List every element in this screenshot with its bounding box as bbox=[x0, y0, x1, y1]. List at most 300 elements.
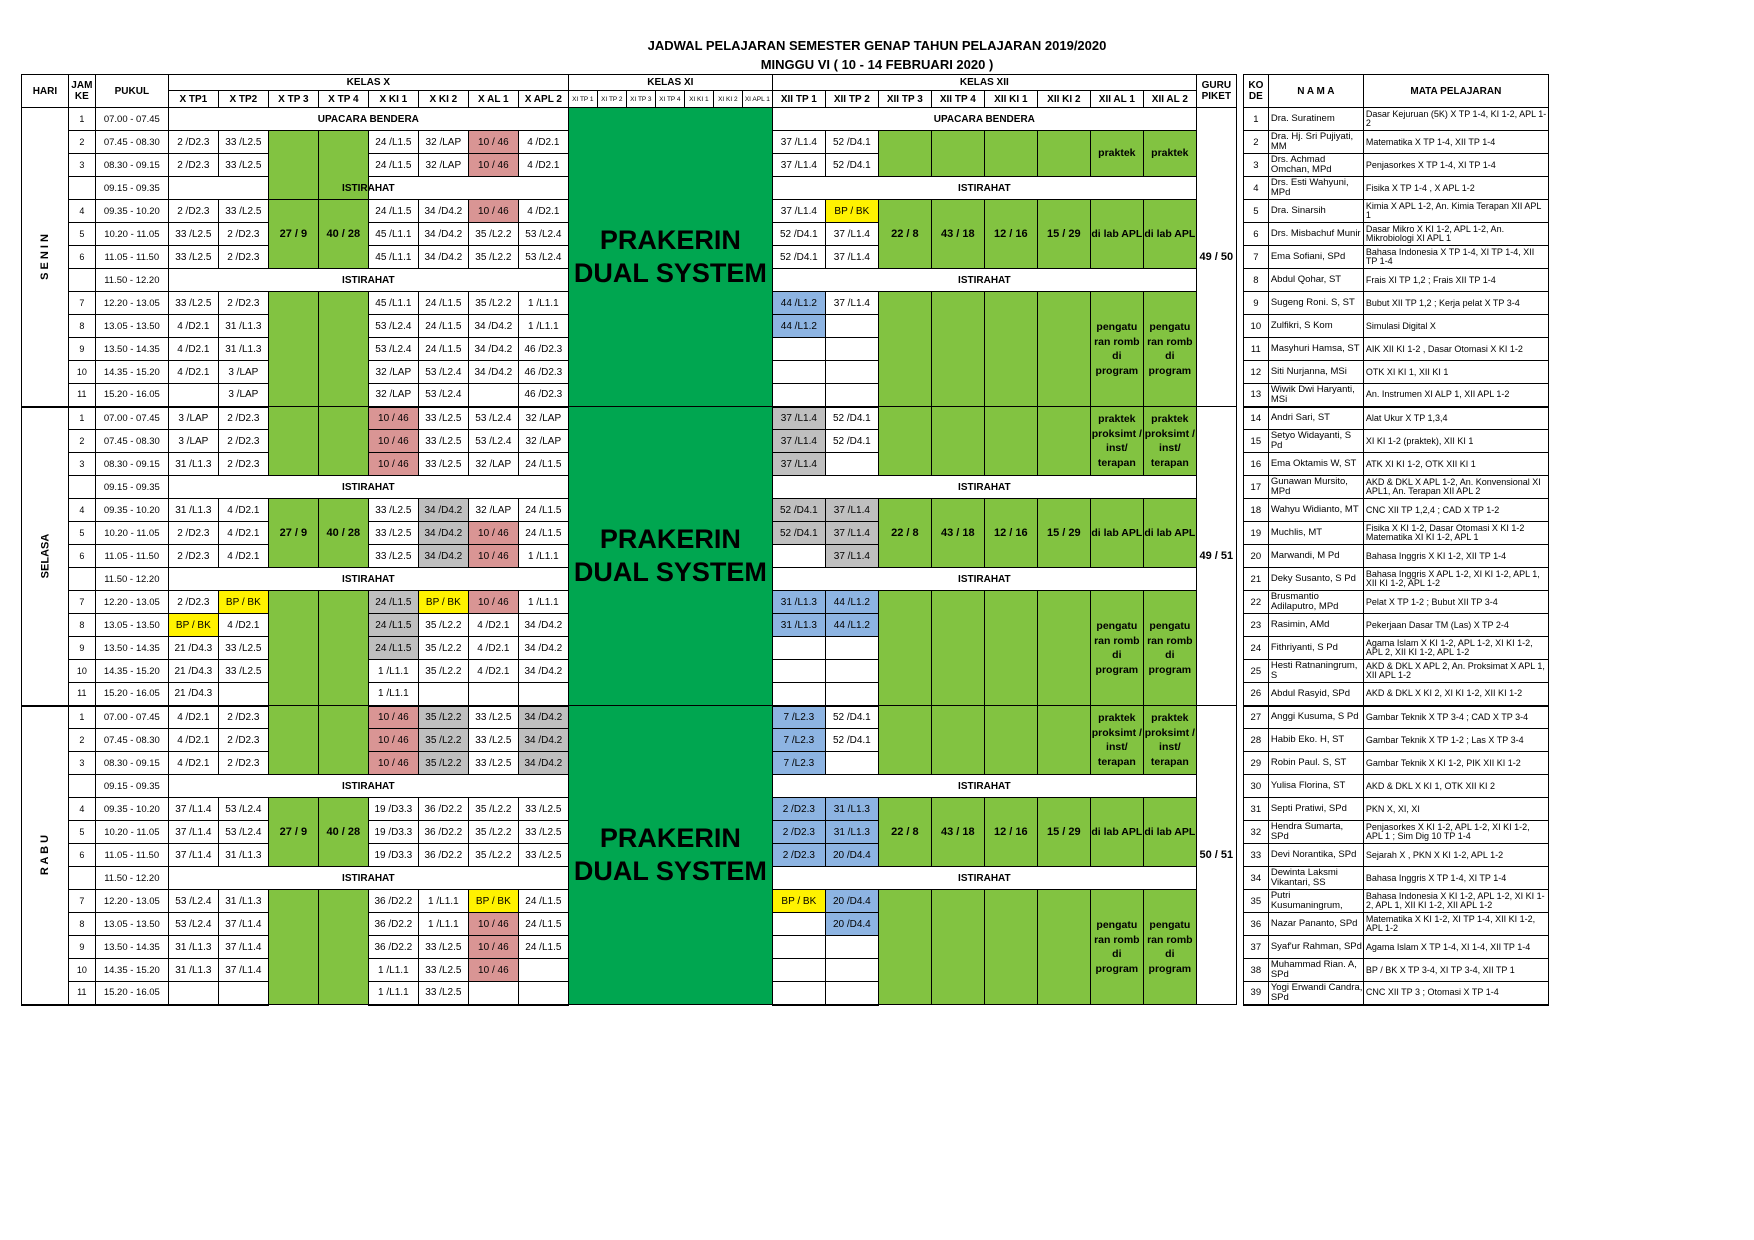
block-xii-ki2 bbox=[1037, 890, 1090, 1005]
lesson-cell bbox=[772, 913, 825, 936]
schedule-table bbox=[21, 74, 1549, 1006]
lesson-cell bbox=[825, 637, 878, 660]
block-xii-al2: praktek proksimt / inst/ terapan bbox=[1143, 407, 1196, 476]
istirahat-label: ISTIRAHAT bbox=[772, 568, 1196, 591]
teacher-kode: 7 bbox=[1243, 246, 1268, 269]
lesson-cell: 4 /D2.1 bbox=[168, 752, 218, 775]
block-xii-ki2 bbox=[1037, 131, 1090, 177]
block-xii-al2: pengatu ran romb di program bbox=[1143, 890, 1196, 1005]
lesson-cell: 35 /L2.2 bbox=[468, 821, 518, 844]
lesson-cell: 52 /D4.1 bbox=[772, 522, 825, 545]
teacher-nama: Sugeng Roni. S, ST bbox=[1268, 292, 1363, 315]
page-subtitle: MINGGU VI ( 10 - 14 FEBRUARI 2020 ) bbox=[760, 57, 994, 72]
block-xii-tp4: 43 / 18 bbox=[931, 499, 984, 568]
pukul: 15.20 - 16.05 bbox=[95, 384, 168, 407]
lesson-cell: 37 /L1.4 bbox=[825, 292, 878, 315]
block-xii-al2: di lab APL bbox=[1143, 499, 1196, 568]
teacher-kode: 32 bbox=[1243, 821, 1268, 844]
lesson-cell bbox=[218, 982, 268, 1005]
lesson-cell: 33 /L2.5 bbox=[518, 844, 568, 867]
lesson-cell: 10 / 46 bbox=[368, 407, 418, 430]
lesson-cell: 35 /L2.2 bbox=[468, 292, 518, 315]
lesson-cell: 2 /D2.3 bbox=[218, 729, 268, 752]
gap bbox=[1236, 798, 1243, 821]
block-xii-tp3: 22 / 8 bbox=[878, 798, 931, 867]
lesson-cell: 33 /L2.5 bbox=[218, 660, 268, 683]
guru-piket: 49 / 51 bbox=[1196, 407, 1236, 706]
prakerin-label: PRAKERIN DUAL SYSTEM bbox=[573, 823, 767, 886]
block-xii-al2: praktek bbox=[1143, 131, 1196, 177]
teacher-kode: 27 bbox=[1243, 706, 1268, 729]
teacher-kode: 11 bbox=[1243, 338, 1268, 361]
pukul: 11.50 - 12.20 bbox=[95, 867, 168, 890]
pukul: 09.35 - 10.20 bbox=[95, 798, 168, 821]
lesson-cell: 32 /LAP bbox=[518, 407, 568, 430]
lesson-cell bbox=[518, 683, 568, 706]
lesson-cell: 37 /L1.4 bbox=[218, 936, 268, 959]
block-xii-ki2: 15 / 29 bbox=[1037, 499, 1090, 568]
teacher-nama: Yogi Erwandi Candra, SPd bbox=[1268, 982, 1363, 1005]
class-header: XI TP 2 bbox=[597, 91, 626, 108]
teacher-nama: Syaf'ur Rahman, SPd bbox=[1268, 936, 1363, 959]
lesson-cell: BP / BK bbox=[168, 614, 218, 637]
lesson-cell: 44 /L1.2 bbox=[772, 315, 825, 338]
lesson-cell: 33 /L2.5 bbox=[168, 223, 218, 246]
teacher-mapel: Bahasa Inggris X TP 1-4, XI TP 1-4 bbox=[1363, 867, 1548, 890]
teacher-mapel: PKN X, XI, XI bbox=[1363, 798, 1548, 821]
jam-ke: 3 bbox=[68, 154, 95, 177]
lesson-cell: 53 /L2.4 bbox=[468, 430, 518, 453]
pukul: 07.45 - 08.30 bbox=[95, 131, 168, 154]
lesson-cell: 10 / 46 bbox=[368, 729, 418, 752]
lesson-cell: 4 /D2.1 bbox=[518, 131, 568, 154]
block-xii-ki2: 15 / 29 bbox=[1037, 200, 1090, 269]
lesson-cell: 35 /L2.2 bbox=[468, 844, 518, 867]
pukul: 12.20 - 13.05 bbox=[95, 890, 168, 913]
lesson-cell: 53 /L2.4 bbox=[468, 407, 518, 430]
lesson-cell: 53 /L2.4 bbox=[368, 338, 418, 361]
teacher-mapel: BP / BK X TP 3-4, XI TP 3-4, XII TP 1 bbox=[1363, 959, 1548, 982]
gap bbox=[1236, 75, 1243, 108]
jam-ke: 1 bbox=[68, 108, 95, 131]
class-header: X TP 4 bbox=[318, 91, 368, 108]
block-xii-ki1: 12 / 16 bbox=[984, 200, 1037, 269]
lesson-cell: 32 /LAP bbox=[418, 131, 468, 154]
jam-ke: 5 bbox=[68, 522, 95, 545]
teacher-mapel: ATK XI KI 1-2, OTK XII KI 1 bbox=[1363, 453, 1548, 476]
teacher-kode: 35 bbox=[1243, 890, 1268, 913]
teacher-nama: Robin Paul. S, ST bbox=[1268, 752, 1363, 775]
teacher-kode: 18 bbox=[1243, 499, 1268, 522]
lesson-cell bbox=[825, 752, 878, 775]
upacara-label: UPACARA BENDERA bbox=[772, 108, 1196, 131]
lesson-cell: 44 /L1.2 bbox=[825, 591, 878, 614]
teacher-kode: 13 bbox=[1243, 384, 1268, 407]
pukul: 07.00 - 07.45 bbox=[95, 108, 168, 131]
lesson-cell: 10 / 46 bbox=[468, 545, 518, 568]
lesson-cell: 4 /D2.1 bbox=[468, 660, 518, 683]
lesson-cell: BP / BK bbox=[468, 890, 518, 913]
header-kelas-xi: KELAS XI bbox=[568, 75, 772, 91]
block-x-tp4: 40 / 28 bbox=[318, 200, 368, 269]
teacher-kode: 15 bbox=[1243, 430, 1268, 453]
lesson-cell: 3 /LAP bbox=[218, 384, 268, 407]
block-xii-al2: praktek proksimt / inst/ terapan bbox=[1143, 706, 1196, 775]
class-header: XI TP 3 bbox=[626, 91, 655, 108]
lesson-cell: 33 /L2.5 bbox=[218, 131, 268, 154]
istirahat-label: ISTIRAHAT bbox=[168, 775, 568, 798]
lesson-cell: 1 /L1.1 bbox=[368, 982, 418, 1005]
jam-ke: 6 bbox=[68, 246, 95, 269]
teacher-mapel: Gambar Teknik X TP 1-2 ; Las X TP 3-4 bbox=[1363, 729, 1548, 752]
teacher-nama: Deky Susanto, S Pd bbox=[1268, 568, 1363, 591]
pukul: 11.05 - 11.50 bbox=[95, 246, 168, 269]
teacher-mapel: Bahasa Indonesia X KI 1-2, APL 1-2, XI KI 1-2, APL 1, XII KI 1-2, XII APL 1-2 bbox=[1363, 890, 1548, 913]
class-header: XII AL 1 bbox=[1090, 91, 1143, 108]
prakerin-block bbox=[568, 108, 772, 407]
lesson-cell: 35 /L2.2 bbox=[468, 246, 518, 269]
teacher-nama: Drs. Misbachuf Munir bbox=[1268, 223, 1363, 246]
lesson-cell bbox=[772, 982, 825, 1005]
block-xii-ki2 bbox=[1037, 292, 1090, 407]
lesson-cell: 52 /D4.1 bbox=[825, 407, 878, 430]
teacher-kode: 28 bbox=[1243, 729, 1268, 752]
teacher-kode: 29 bbox=[1243, 752, 1268, 775]
istirahat-label: ISTIRAHAT bbox=[168, 476, 568, 499]
class-header: XII KI 2 bbox=[1037, 91, 1090, 108]
lesson-cell: BP / BK bbox=[418, 591, 468, 614]
teacher-kode: 34 bbox=[1243, 867, 1268, 890]
class-header: XI APL 1 bbox=[742, 91, 772, 108]
lesson-cell: 35 /L2.2 bbox=[418, 614, 468, 637]
lesson-cell: 36 /D2.2 bbox=[418, 821, 468, 844]
pukul: 11.50 - 12.20 bbox=[95, 269, 168, 292]
teacher-nama: Andri Sari, ST bbox=[1268, 407, 1363, 430]
teacher-nama: Hesti Ratnaningrum, S bbox=[1268, 660, 1363, 683]
block-xii-ki2 bbox=[1037, 706, 1090, 775]
teacher-mapel: Matematika X TP 1-4, XII TP 1-4 bbox=[1363, 131, 1548, 154]
lesson-cell: 37 /L1.4 bbox=[168, 798, 218, 821]
gap bbox=[1236, 568, 1243, 591]
teacher-nama: Dra. Suratinem bbox=[1268, 108, 1363, 131]
lesson-cell: 33 /L2.5 bbox=[418, 453, 468, 476]
header-kelas-xii: KELAS XII bbox=[772, 75, 1196, 91]
block-xii-ki1 bbox=[984, 292, 1037, 407]
jam-ke: 1 bbox=[68, 407, 95, 430]
block-x-tp4 bbox=[318, 292, 368, 407]
pukul: 07.45 - 08.30 bbox=[95, 729, 168, 752]
lesson-cell: 20 /D4.4 bbox=[825, 890, 878, 913]
gap bbox=[1236, 706, 1243, 729]
teacher-mapel: Simulasi Digital X bbox=[1363, 315, 1548, 338]
lesson-cell: 10 / 46 bbox=[468, 959, 518, 982]
class-header: XII TP 3 bbox=[878, 91, 931, 108]
lesson-cell: 33 /L2.5 bbox=[418, 407, 468, 430]
teacher-mapel: Gambar Teknik X TP 3-4 ; CAD X TP 3-4 bbox=[1363, 706, 1548, 729]
lesson-cell bbox=[825, 338, 878, 361]
day-label bbox=[22, 108, 69, 407]
block-xii-tp3 bbox=[878, 890, 931, 1005]
jam-ke bbox=[68, 177, 95, 200]
lesson-cell bbox=[772, 959, 825, 982]
jam-ke: 5 bbox=[68, 223, 95, 246]
lesson-cell: 34 /D4.2 bbox=[468, 315, 518, 338]
header-nama: N A M A bbox=[1268, 75, 1363, 108]
class-header: X AL 1 bbox=[468, 91, 518, 108]
gap bbox=[1236, 890, 1243, 913]
lesson-cell: 35 /L2.2 bbox=[418, 752, 468, 775]
upacara-label: UPACARA BENDERA bbox=[168, 108, 568, 131]
teacher-kode: 24 bbox=[1243, 637, 1268, 660]
lesson-cell: 1 /L1.1 bbox=[518, 292, 568, 315]
jam-ke: 11 bbox=[68, 683, 95, 706]
lesson-cell bbox=[168, 384, 218, 407]
lesson-cell bbox=[825, 361, 878, 384]
jam-ke: 2 bbox=[68, 729, 95, 752]
class-header: XII TP 4 bbox=[931, 91, 984, 108]
pukul: 14.35 - 15.20 bbox=[95, 660, 168, 683]
day-label bbox=[22, 407, 69, 706]
lesson-cell: 34 /D4.2 bbox=[518, 752, 568, 775]
teacher-mapel: XI KI 1-2 (praktek), XII KI 1 bbox=[1363, 430, 1548, 453]
header-kode: KO DE bbox=[1243, 75, 1268, 108]
lesson-cell: 34 /D4.2 bbox=[518, 706, 568, 729]
lesson-cell bbox=[772, 384, 825, 407]
class-header: XI KI 2 bbox=[713, 91, 742, 108]
lesson-cell: 35 /L2.2 bbox=[468, 798, 518, 821]
lesson-cell: 32 /LAP bbox=[468, 499, 518, 522]
teacher-nama: Fithriyanti, S Pd bbox=[1268, 637, 1363, 660]
lesson-cell: 4 /D2.1 bbox=[468, 614, 518, 637]
lesson-cell: BP / BK bbox=[218, 591, 268, 614]
lesson-cell: 37 /L1.4 bbox=[772, 430, 825, 453]
class-header: XI TP 1 bbox=[568, 91, 597, 108]
day-name: SELASA bbox=[38, 533, 51, 579]
pukul: 13.50 - 14.35 bbox=[95, 936, 168, 959]
teacher-kode: 38 bbox=[1243, 959, 1268, 982]
gap bbox=[1236, 821, 1243, 844]
pukul: 11.50 - 12.20 bbox=[95, 568, 168, 591]
lesson-cell: 31 /L1.3 bbox=[218, 890, 268, 913]
pukul: 15.20 - 16.05 bbox=[95, 683, 168, 706]
pukul: 07.00 - 07.45 bbox=[95, 407, 168, 430]
lesson-cell: 24 /L1.5 bbox=[518, 499, 568, 522]
jam-ke: 8 bbox=[68, 913, 95, 936]
lesson-cell: 2 /D2.3 bbox=[218, 292, 268, 315]
lesson-cell: 4 /D2.1 bbox=[168, 315, 218, 338]
lesson-cell bbox=[468, 982, 518, 1005]
gap bbox=[1236, 131, 1243, 154]
gap bbox=[1236, 246, 1243, 269]
jam-ke: 11 bbox=[68, 384, 95, 407]
lesson-cell: 3 /LAP bbox=[218, 361, 268, 384]
teacher-nama: Abdul Qohar, ST bbox=[1268, 269, 1363, 292]
teacher-mapel: Alat Ukur X TP 1,3,4 bbox=[1363, 407, 1548, 430]
teacher-mapel: Fisika X KI 1-2, Dasar Otomasi X KI 1-2 Matematika XI KI 1-2, APL 1 bbox=[1363, 522, 1548, 545]
lesson-cell: 24 /L1.5 bbox=[368, 200, 418, 223]
lesson-cell bbox=[772, 637, 825, 660]
pukul: 12.20 - 13.05 bbox=[95, 591, 168, 614]
block-xii-tp3 bbox=[878, 706, 931, 775]
lesson-cell: 24 /L1.5 bbox=[418, 338, 468, 361]
teacher-mapel: Agama Islam X TP 1-4, XI 1-4, XII TP 1-4 bbox=[1363, 936, 1548, 959]
gap bbox=[1236, 936, 1243, 959]
lesson-cell: 52 /D4.1 bbox=[772, 246, 825, 269]
pukul: 07.45 - 08.30 bbox=[95, 430, 168, 453]
pukul: 13.05 - 13.50 bbox=[95, 913, 168, 936]
lesson-cell: 37 /L1.4 bbox=[825, 522, 878, 545]
block-xii-al1: pengatu ran romb di program bbox=[1090, 292, 1143, 407]
gap bbox=[1236, 407, 1243, 430]
teacher-nama: Siti Nurjanna, MSi bbox=[1268, 361, 1363, 384]
teacher-mapel: Bahasa Indonesia X TP 1-4, XI TP 1-4, XII TP 1-4 bbox=[1363, 246, 1548, 269]
block-xii-tp4 bbox=[931, 292, 984, 407]
block-xii-ki1 bbox=[984, 890, 1037, 1005]
block-xii-tp4 bbox=[931, 890, 984, 1005]
pukul: 09.15 - 09.35 bbox=[95, 775, 168, 798]
istirahat-label: ISTIRAHAT bbox=[772, 867, 1196, 890]
lesson-cell: 1 /L1.1 bbox=[518, 315, 568, 338]
teacher-kode: 1 bbox=[1243, 108, 1268, 131]
teacher-nama: Marwandi, M Pd bbox=[1268, 545, 1363, 568]
class-header: XI KI 1 bbox=[684, 91, 713, 108]
lesson-cell bbox=[518, 982, 568, 1005]
lesson-cell: 24 /L1.5 bbox=[518, 890, 568, 913]
lesson-cell: 37 /L1.4 bbox=[825, 223, 878, 246]
gap bbox=[1236, 338, 1243, 361]
gap bbox=[1236, 614, 1243, 637]
lesson-cell: 24 /L1.5 bbox=[418, 292, 468, 315]
lesson-cell: 2 /D2.3 bbox=[218, 706, 268, 729]
istirahat-label: ISTIRAHAT bbox=[772, 775, 1196, 798]
header-kelas-x: KELAS X bbox=[168, 75, 568, 91]
lesson-cell: 2 /D2.3 bbox=[218, 223, 268, 246]
lesson-cell: 10 / 46 bbox=[468, 591, 518, 614]
block-xii-tp3 bbox=[878, 131, 931, 177]
lesson-cell: 33 /L2.5 bbox=[218, 154, 268, 177]
lesson-cell: 19 /D3.3 bbox=[368, 798, 418, 821]
lesson-cell: 10 / 46 bbox=[368, 430, 418, 453]
lesson-cell: 52 /D4.1 bbox=[825, 154, 878, 177]
teacher-nama: Masyhuri Hamsa, ST bbox=[1268, 338, 1363, 361]
block-xii-tp3 bbox=[878, 407, 931, 476]
lesson-cell: 21 /D4.3 bbox=[168, 660, 218, 683]
lesson-cell: 4 /D2.1 bbox=[218, 499, 268, 522]
block-x-tp4 bbox=[318, 591, 368, 706]
teacher-mapel: Frais XI TP 1,2 ; Frais XII TP 1-4 bbox=[1363, 269, 1548, 292]
block-xii-al2: pengatu ran romb di program bbox=[1143, 292, 1196, 407]
lesson-cell: 44 /L1.2 bbox=[825, 614, 878, 637]
gap bbox=[1236, 637, 1243, 660]
lesson-cell: 33 /L2.5 bbox=[468, 729, 518, 752]
gap bbox=[1236, 200, 1243, 223]
teacher-kode: 4 bbox=[1243, 177, 1268, 200]
gap bbox=[1236, 959, 1243, 982]
gap bbox=[1236, 292, 1243, 315]
lesson-cell: 36 /D2.2 bbox=[418, 798, 468, 821]
gap bbox=[1236, 154, 1243, 177]
jam-ke: 1 bbox=[68, 706, 95, 729]
lesson-cell: 31 /L1.3 bbox=[218, 315, 268, 338]
teacher-mapel: Fisika X TP 1-4 , X APL 1-2 bbox=[1363, 177, 1548, 200]
pukul: 15.20 - 16.05 bbox=[95, 982, 168, 1005]
teacher-nama: Setyo Widayanti, S Pd bbox=[1268, 430, 1363, 453]
lesson-cell: 2 /D2.3 bbox=[168, 154, 218, 177]
gap bbox=[1236, 430, 1243, 453]
lesson-cell: 19 /D3.3 bbox=[368, 821, 418, 844]
pukul: 11.05 - 11.50 bbox=[95, 844, 168, 867]
block-xii-ki2: 15 / 29 bbox=[1037, 798, 1090, 867]
lesson-cell bbox=[518, 959, 568, 982]
lesson-cell: 3 /LAP bbox=[168, 430, 218, 453]
gap bbox=[1236, 453, 1243, 476]
lesson-cell bbox=[772, 683, 825, 706]
lesson-cell: 2 /D2.3 bbox=[168, 522, 218, 545]
header-pukul: PUKUL bbox=[95, 75, 168, 108]
lesson-cell: 37 /L1.4 bbox=[825, 246, 878, 269]
lesson-cell: 53 /L2.4 bbox=[418, 361, 468, 384]
lesson-cell: 35 /L2.2 bbox=[418, 706, 468, 729]
lesson-cell: 32 /LAP bbox=[368, 361, 418, 384]
teacher-nama: Hendra Sumarta, SPd bbox=[1268, 821, 1363, 844]
teacher-kode: 33 bbox=[1243, 844, 1268, 867]
lesson-cell: 35 /L2.2 bbox=[418, 729, 468, 752]
jam-ke: 8 bbox=[68, 315, 95, 338]
teacher-nama: Yulisa Florina, ST bbox=[1268, 775, 1363, 798]
lesson-cell: 10 / 46 bbox=[368, 453, 418, 476]
jam-ke: 3 bbox=[68, 453, 95, 476]
teacher-nama: Wahyu Widianto, MT bbox=[1268, 499, 1363, 522]
pukul: 13.50 - 14.35 bbox=[95, 338, 168, 361]
lesson-cell: 36 /D2.2 bbox=[368, 890, 418, 913]
teacher-mapel: Pekerjaan Dasar TM (Las) X TP 2-4 bbox=[1363, 614, 1548, 637]
teacher-kode: 23 bbox=[1243, 614, 1268, 637]
gap bbox=[1236, 752, 1243, 775]
jam-ke: 11 bbox=[68, 982, 95, 1005]
jam-ke: 3 bbox=[68, 752, 95, 775]
teacher-kode: 30 bbox=[1243, 775, 1268, 798]
jam-ke: 6 bbox=[68, 844, 95, 867]
lesson-cell: 36 /D2.2 bbox=[368, 913, 418, 936]
teacher-mapel: Bubut XII TP 1,2 ; Kerja pelat X TP 3-4 bbox=[1363, 292, 1548, 315]
lesson-cell: 19 /D3.3 bbox=[368, 844, 418, 867]
lesson-cell: 1 /L1.1 bbox=[518, 545, 568, 568]
header-mapel: MATA PELAJARAN bbox=[1363, 75, 1548, 108]
istirahat-label: ISTIRAHAT bbox=[772, 269, 1196, 292]
gap bbox=[1236, 867, 1243, 890]
jam-ke: 4 bbox=[68, 200, 95, 223]
block-xii-al1: di lab APL bbox=[1090, 200, 1143, 269]
teacher-kode: 22 bbox=[1243, 591, 1268, 614]
teacher-nama: Dra. Hj. Sri Pujiyati, MM bbox=[1268, 131, 1363, 154]
class-header: XII TP 1 bbox=[772, 91, 825, 108]
jam-ke: 8 bbox=[68, 614, 95, 637]
lesson-cell: 4 /D2.1 bbox=[518, 154, 568, 177]
lesson-cell: 24 /L1.5 bbox=[368, 154, 418, 177]
class-header: XI TP 4 bbox=[655, 91, 684, 108]
lesson-cell: 37 /L1.4 bbox=[772, 154, 825, 177]
lesson-cell: 31 /L1.3 bbox=[168, 453, 218, 476]
lesson-cell bbox=[825, 936, 878, 959]
jam-ke: 7 bbox=[68, 292, 95, 315]
lesson-cell: 37 /L1.4 bbox=[772, 131, 825, 154]
pukul: 09.35 - 10.20 bbox=[95, 200, 168, 223]
lesson-cell: 33 /L2.5 bbox=[518, 798, 568, 821]
gap bbox=[1236, 844, 1243, 867]
gap bbox=[1236, 913, 1243, 936]
lesson-cell: 24 /L1.5 bbox=[418, 315, 468, 338]
lesson-cell: 4 /D2.1 bbox=[218, 614, 268, 637]
